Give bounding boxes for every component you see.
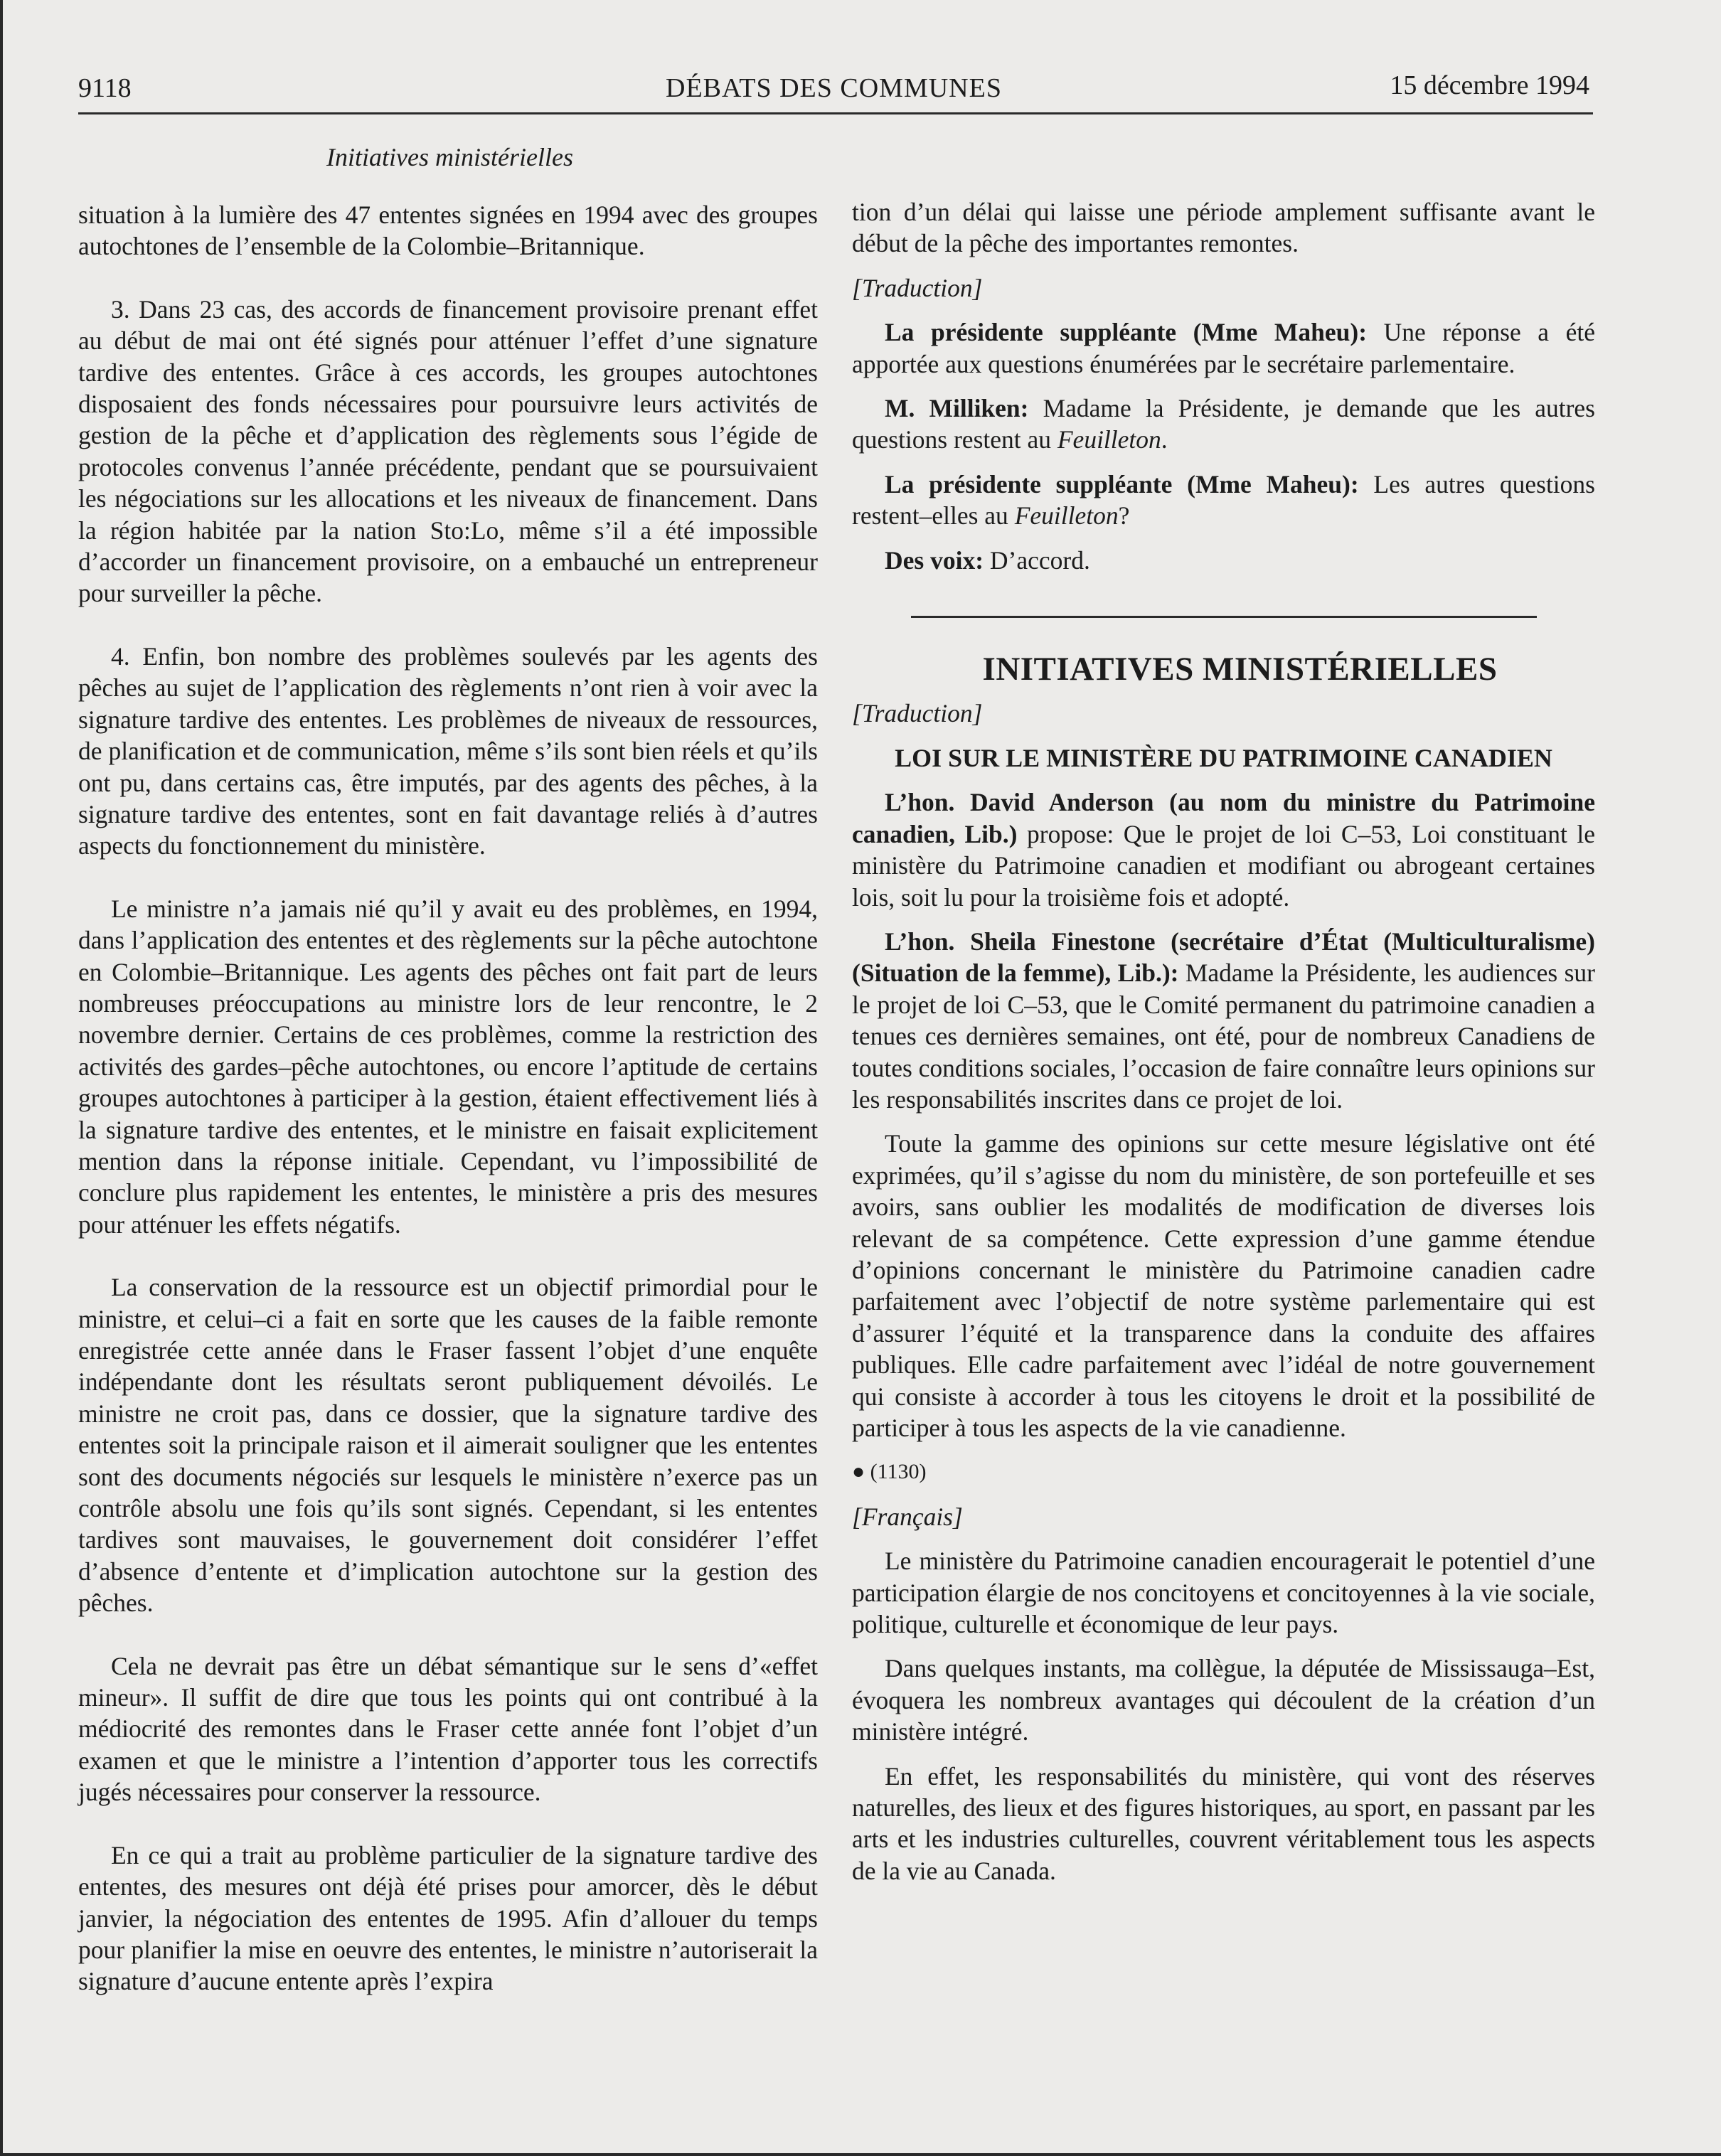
- paragraph: Toute la gamme des opinions sur cette mesure législative ont été exprimées, qu’il s’agisse du nom du ministère, de son portefeuille et ses avoirs, sans oublier les modalités de modification de diverses lois relevant de sa compétence. Cette expression d’une gamme étendue d’opinions concernant le ministère du Patrimoine canadien cadre parfaitement avec l’objectif de notre système parlementaire qui est d’assurer l’équité et la transparence dans la conduite des affaires publiques. Elle cadre parfaitement avec l’idéal de notre gouvernement qui consiste à accorder à tous les citoyens le droit et la possibilité de participer à tous les aspects de la vie canadienne.: [852, 1129, 1595, 1442]
- timestamp: [852, 1456, 1595, 1488]
- publication-date: 15 décembre 1994: [1390, 70, 1589, 100]
- paragraph: Le ministre n’a jamais nié qu’il y avait eu des problèmes, en 1994, dans l’application des ententes et des règlements sur la pêche autochtone en Colombie–Britannique. Les agents des pêches ont fait part de leurs nombreuses préoccupations au ministre lors de leur rencontre, le 2 novembre dernier. Certains de ces problèmes, comme la restriction des activités des gardes–pêche autochtones, ou encore l’aptitude de certains groupes autochtones à participer à la gestion, étaient effectivement liés à la signature tardive des ententes, et le ministre en faisait explicitement mention dans la réponse initiale. Cependant, vu l’impossibilité de conclure plus rapidement les ententes, le ministère a pris des mesures pour atténuer les effets négatifs.: [78, 894, 818, 1239]
- paragraph: Le ministère du Patrimoine canadien encouragerait le potentiel d’une participation élargie de nos concitoyens et concitoyennes à la vie sociale, politique, culturelle et économique de leur pays.: [852, 1547, 1595, 1639]
- speech: [852, 469, 1595, 532]
- speech-text: Madame la Présidente, les audiences sur le projet de loi C–53, que le Comité permanent du patrimoine canadien a tenues ces dernières semaines, ont été, pour de nombreux Canadiens de toutes conditions sociales, l’occasion de faire connaître leurs opinions sur les responsabilités inscrites dans ce projet de loi.: [852, 959, 1595, 1114]
- speech-text: ?: [1118, 501, 1130, 530]
- paragraph: Cela ne devrait pas être un débat sémantique sur le sens d’«effet mineur». Il suffit de dire que tous les points qui ont contribué à la médiocrité des remontes dans le Fraser cette année font l’objet d’un examen et que le ministre a l’intention d’apporter tous les correctifs jugés nécessaires pour conserver la ressource.: [78, 1651, 818, 1807]
- speaker-name: L’hon. Sheila Finestone (secrétaire d’État (Multiculturalisme) (Situation de la femme), Lib.):: [852, 927, 1595, 988]
- paragraph: 4. Enfin, bon nombre des problèmes soulevés par les agents des pêches au sujet de l’application des règlements n’ont rien à voir avec la signature tardive des ententes. Les problèmes de niveaux de ressources, de planification et de communication, même s’ils sont bien réels et qu’ils ont pu, dans certains cas, être imputés, par des agents des pêches, à la signature tardive des ententes, sont en fait davantage reliés à d’autres aspects du fonctionnement du ministère.: [78, 641, 818, 860]
- translation-tag: [Traduction]: [852, 273, 983, 302]
- speech: [852, 786, 1595, 913]
- timestamp-text: (1130): [870, 1460, 927, 1484]
- speaker-name: La présidente suppléante (Mme Maheu):: [885, 318, 1368, 347]
- speech-text: Une réponse a été apportée aux questions énumérées par le secrétaire parlementaire.: [852, 318, 1595, 378]
- paragraph: 3. Dans 23 cas, des accords de financement provisoire prenant effet au début de mai ont été signés pour atténuer l’effet d’une signature tardive des ententes. Grâce à ces accords, les groupes autochtones disposaient des fonds nécessaires pour poursuivre leurs activités de gestion de la pêche et d’application des règlements sous l’égide de protocoles convenus l’année précédente, pendant que se poursuivaient les négociations sur les allocations et les niveaux de financement. Dans la région habitée par la nation Sto:Lo, même s’il a été impossible d’accorder un financement provisoire, on a embauché un entrepreneur pour surveiller la pêche.: [78, 294, 818, 608]
- speech: [852, 545, 1595, 576]
- paragraph: tion d’un délai qui laisse une période amplement suffisante avant le début de la pêche des importantes remontes.: [852, 198, 1595, 258]
- section-title: INITIATIVES MINISTÉRIELLES: [982, 651, 1498, 688]
- speaker-name: La présidente suppléante (Mme Maheu):: [885, 469, 1359, 498]
- speech-text: Les autres questions restent–elles au: [852, 469, 1595, 530]
- speech-text: .: [1161, 425, 1168, 454]
- page-number: 9118: [78, 73, 132, 103]
- header-rule: [78, 112, 1593, 114]
- speaker-name: Des voix:: [885, 545, 984, 575]
- speech-text-italic: Feuilleton: [1057, 425, 1161, 454]
- paragraph: La conservation de la ressource est un objectif primordial pour le ministre, et celui–ci a fait en sorte que les causes de la faible remonte enregistrée cette année dans le Fraser fassent l’objet d’une enquête indépendante dont les résultats seront publiquement dévoilés. Le ministre ne croit pas, dans ce dossier, que la signature tardive des ententes soit la principale raison et il aimerait souligner que les ententes sont des documents négociés sur lesquels le ministère n’exerce pas un contrôle absolu une fois qu’ils sont signés. Cependant, si les ententes tardives sont mauvaises, le gouvernement doit considérer l’effet d’absence d’entente et d’implication autochtone sur la gestion des pêches.: [78, 1273, 818, 1618]
- section-divider: [911, 616, 1537, 618]
- speech-text-italic: Feuilleton: [1014, 501, 1119, 530]
- speaker-name: L’hon. David Anderson (au nom du ministre du Patrimoine canadien, Lib.): [852, 788, 1595, 848]
- bill-title: LOI SUR LE MINISTÈRE DU PATRIMOINE CANADIEN: [895, 743, 1552, 772]
- speech-text: Madame la Présidente, je demande que les autres questions restent au: [852, 394, 1595, 454]
- speech-text: propose: Que le projet de loi C–53, Loi constituant le ministère du Patrimoine canadien et modifiant ou abrogeant certaines lois, soit lu pour la troisième fois et adopté.: [852, 819, 1595, 912]
- speech: [852, 926, 1595, 1115]
- publication-title: DÉBATS DES COMMUNES: [666, 73, 1002, 103]
- speech: [852, 393, 1595, 456]
- bullet-icon: ●: [852, 1460, 865, 1484]
- paragraph: En ce qui a trait au problème particulier de la signature tardive des ententes, des mesures ont déjà été prises pour amorcer, dès le début janvier, la négociation des ententes de 1995. Afin d’allouer du temps pour planifier la mise en oeuvre des ententes, le ministre n’autoriserait la signature d’aucune entente après l’expira: [78, 1840, 818, 1996]
- language-tag: [Français]: [852, 1502, 963, 1531]
- translation-tag: [Traduction]: [852, 699, 983, 728]
- speech-text: D’accord.: [984, 545, 1090, 575]
- speaker-name: M. Milliken:: [885, 394, 1029, 423]
- paragraph: situation à la lumière des 47 ententes signées en 1994 avec des groupes autochtones de l’ensemble de la Colombie–Britannique.: [78, 201, 818, 261]
- left-column: [78, 199, 818, 2029]
- paragraph: En effet, les responsabilités du ministère, qui vont des réserves naturelles, des lieux et des figures historiques, au sport, en passant par les arts et les industries culturelles, couvrent véritablement tous les aspects de la vie au Canada.: [852, 1761, 1595, 1885]
- right-column: [852, 196, 1595, 1899]
- section-running-head: Initiatives ministérielles: [326, 143, 573, 171]
- paragraph: Dans quelques instants, ma collègue, la députée de Mississauga–Est, évoquera les nombreux avantages qui découlent de la création d’un ministère intégré.: [852, 1654, 1595, 1746]
- speech: [852, 316, 1595, 380]
- page-header: [78, 65, 1589, 111]
